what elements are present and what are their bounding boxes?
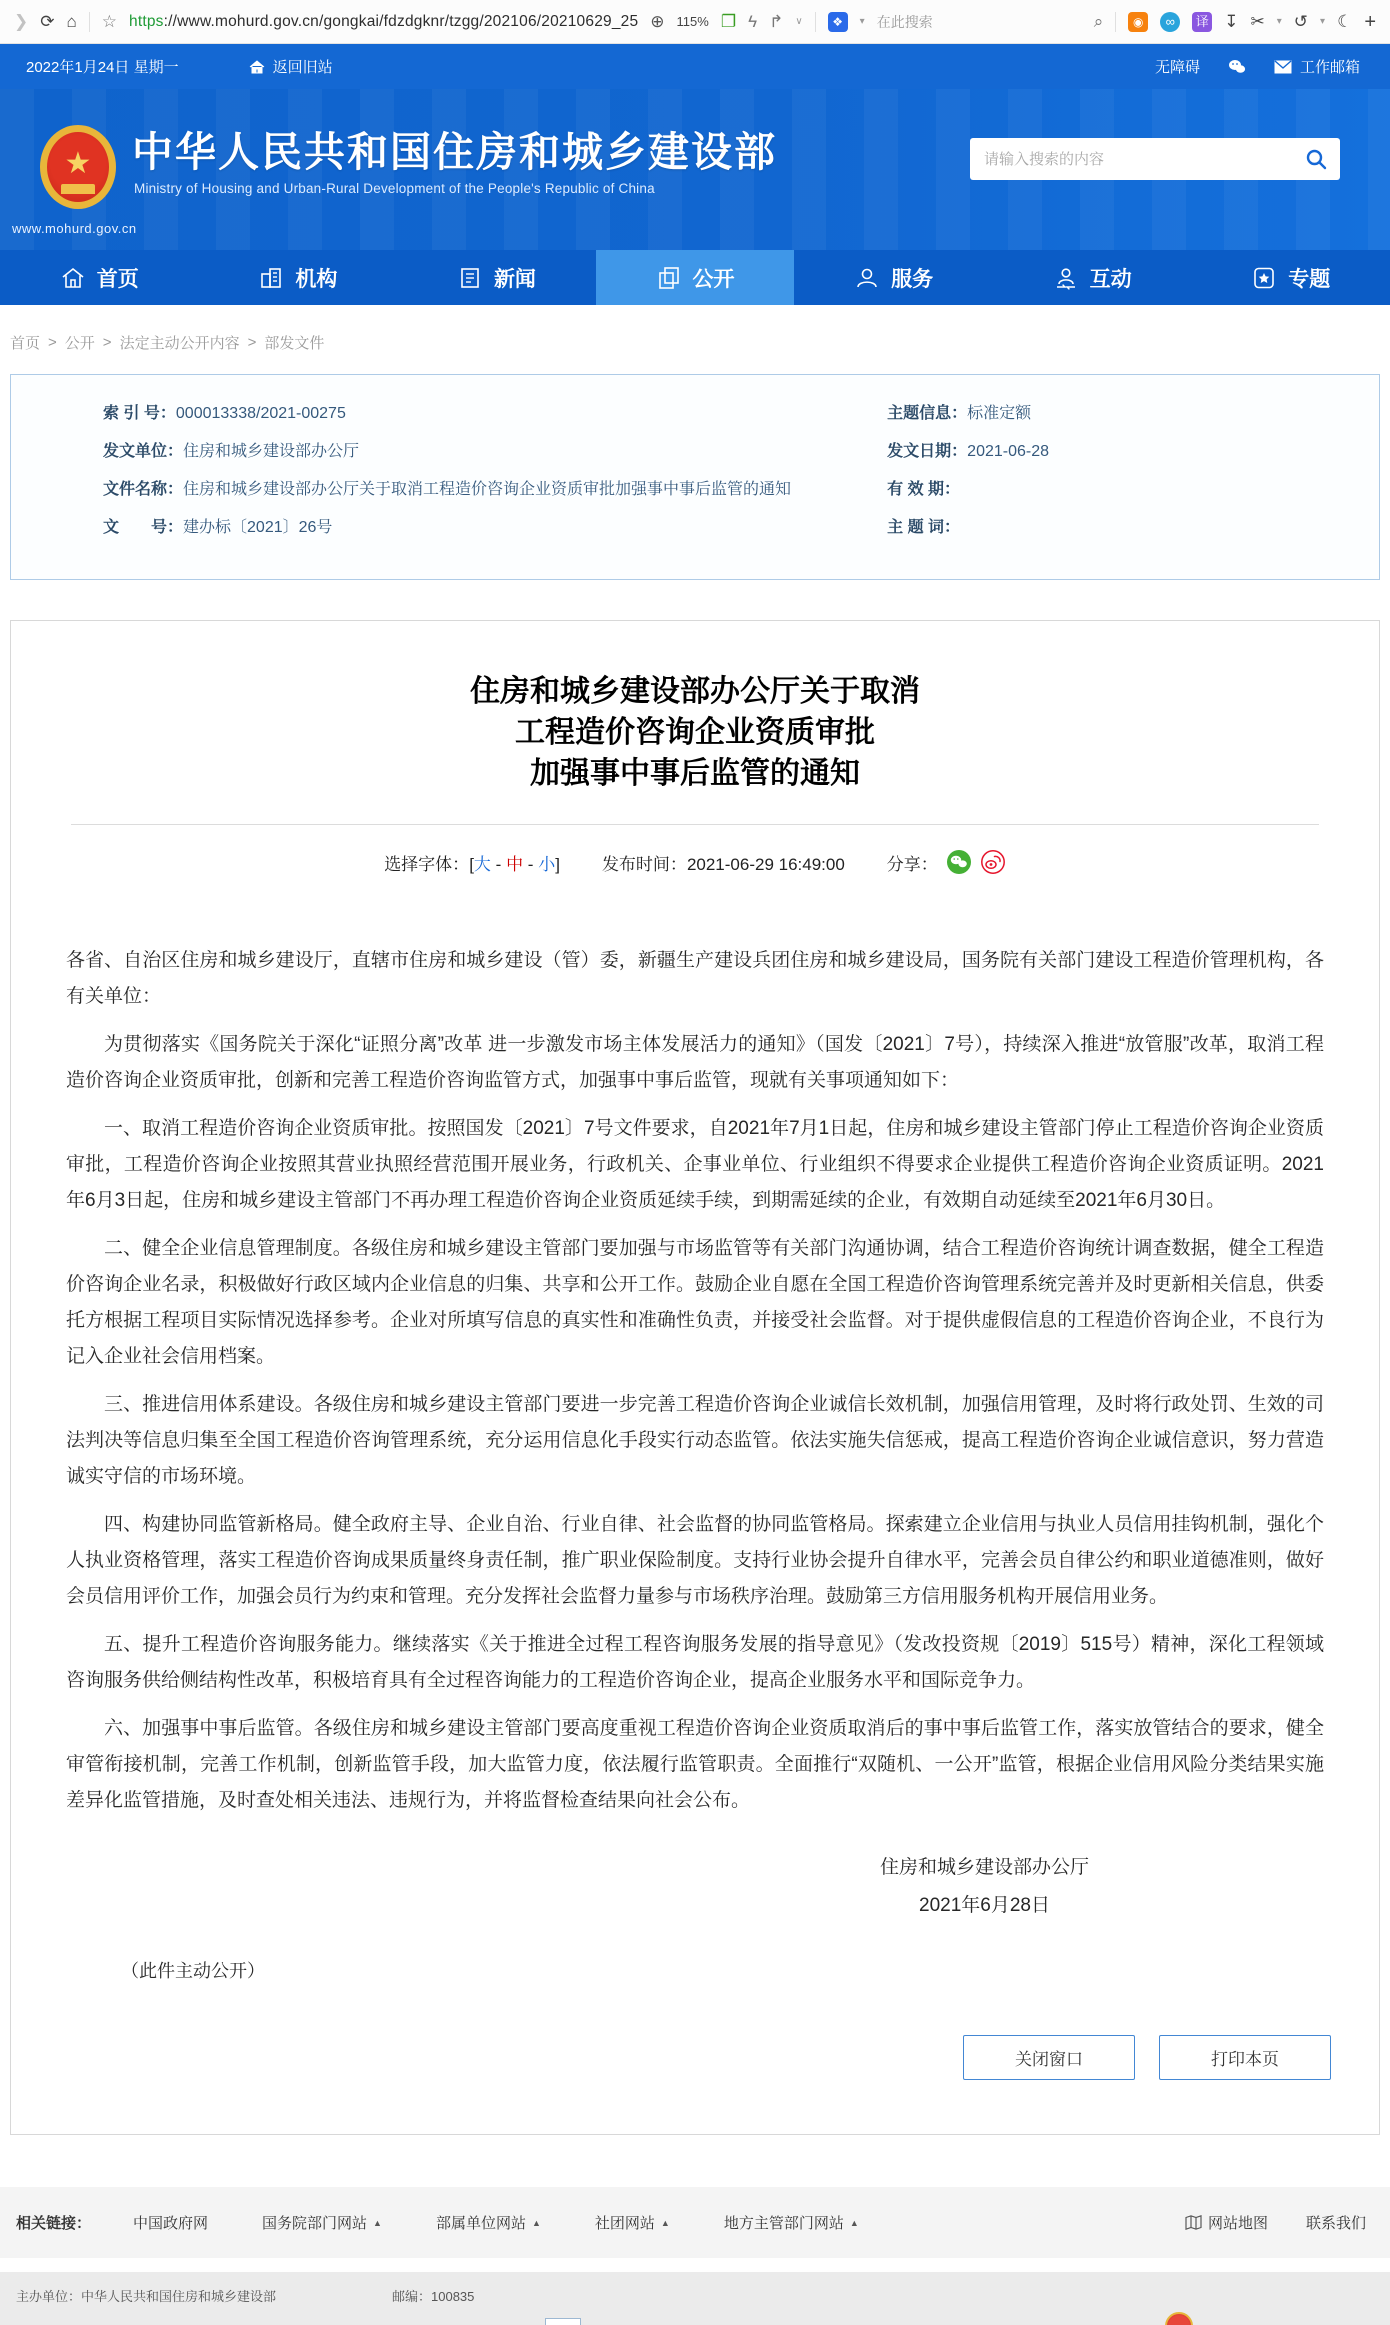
meta-label: 文件名称： [103,481,184,498]
meta-label: 发文单位： [103,443,184,460]
nav-item-topics[interactable] [1191,250,1390,305]
sitemap-link[interactable] [1185,2212,1268,2233]
meta-label: 发文日期： [887,443,968,460]
link-label: 地方主管部门网站 [723,2215,844,2232]
badge-fragment [545,2318,581,2325]
home-icon [60,265,86,291]
link-label: 社团网站 [594,2215,655,2232]
link-label: 国务院部门网站 [262,2215,368,2232]
nav-label: 新闻 [493,267,536,291]
title-divider [71,824,1319,825]
reader-book-icon[interactable]: ❐ [720,12,737,31]
breadcrumb-item-statutory[interactable]: 法定主动公开内容 [119,335,240,352]
zoom-icon[interactable]: ⊕ [650,12,665,31]
site-subtitle: Ministry of Housing and Urban-Rural Development of the People's Republic of China [134,181,655,196]
document-title [11,671,1379,794]
person-icon [854,265,880,291]
undo-dropdown-icon[interactable]: ▾ [1320,16,1326,27]
title-line: 住房和城乡建设部办公厅关于取消 [470,675,920,708]
dash: - [527,854,534,874]
national-emblem [40,125,116,209]
paragraph-item-4: 四、构建协同监管新格局。健全政府主导、企业自治、行业自律、社会监督的协同监管格局。探索建立企业信用与执业人员信用挂钩机制，强化个人执业资格管理，落实工程造价咨询成果质量终身责任制，推广职业保险制度。支持行业协会提升自律水平，完善会员自律公约和职业道德准则，做好会员信用评价工作，加强会员行为约束和管理。充分发挥社会监督力量参与市场秩序治理。鼓励第三方信用服务机构开展信用业务。 [66,1514,1324,1607]
share-label: 分享： [886,854,938,874]
nav-item-services[interactable] [794,250,993,305]
main-nav [0,250,1390,305]
document-body [11,943,1379,1819]
meta-file-name [103,471,859,509]
share-icon[interactable]: ↱ [769,12,784,31]
triangle-up-icon: ▲ [849,2218,859,2228]
person-arrows-icon [1053,265,1079,291]
address-bar[interactable] [129,13,638,31]
meta-issue-date [887,433,1379,471]
meta-value: 000013338/2021-00275 [175,405,346,422]
contact-us-link[interactable] [1306,2212,1366,2233]
meta-value: 住房和城乡建设部办公厅 [183,443,360,460]
print-page-button[interactable]: 打印本页 [1159,2035,1331,2080]
meta-label: 索 引 号： [103,405,176,422]
breadcrumb-item-documents[interactable]: 部发文件 [264,335,325,352]
publish-value: 2021-06-29 16:49:00 [686,854,845,874]
meta-issuing-unit [103,433,859,471]
search-icon[interactable]: ⌕ [1093,12,1104,31]
nav-label: 机构 [295,267,338,291]
triangle-up-icon: ▲ [531,2218,541,2228]
forward-icon[interactable]: ❯ [14,12,29,31]
link-local-authorities[interactable] [724,2212,859,2233]
meta-label: 主 题 词： [887,519,961,536]
zoom-level: 115% [676,14,709,29]
bracket: ] [555,854,560,874]
nav-label: 首页 [96,267,139,291]
breadcrumb-separator: > [48,334,57,351]
new-tab-icon[interactable]: + [1364,10,1376,33]
site-header [0,89,1390,250]
nav-label: 服务 [891,267,934,291]
paragraph-item-1: 一、取消工程造价咨询企业资质审批。按照国发〔2021〕7号文件要求，自2021年7月1日起，住房和城乡建设主管部门停止工程造价咨询企业资质审批，工程造价咨询企业按照其营业执照经营范围开展业务，行政机关、企事业单位、行业组织不得要求企业提供工程造价咨询企业资质证明。2021年6月3日起，住房和城乡建设主管部门不再办理工程造价咨询企业资质延续手续，到期需延续的企业，有效期自动延续至2021年6月30日。 [66,1118,1324,1211]
nav-label: 互动 [1089,267,1132,291]
meta-label: 主题信息： [887,405,968,422]
night-mode-icon[interactable]: ☾ [1337,12,1353,31]
meta-label: 文 号： [103,519,184,536]
sitemap-label: 网站地图 [1207,2215,1268,2232]
font-size-selector [384,850,560,875]
triangle-up-icon: ▲ [373,2218,382,2228]
nav-item-organization[interactable] [199,250,398,305]
paw-dropdown-icon[interactable]: ▾ [859,16,865,27]
url-text: ://www.mohurd.gov.cn/gongkai/fdzdgknr/tzgg/202106/20210629_25 [163,12,639,30]
wechat-icon[interactable] [1226,56,1248,78]
publish-time [602,850,845,875]
nav-label: 公开 [692,267,735,291]
paragraph-salutation: 各省、自治区住房和城乡建设厅，直辖市住房和城乡建设（管）委，新疆生产建设兵团住房和城乡建设局，国务院有关部门建设工程造价管理机构，各有关单位： [66,950,1324,1007]
nav-label: 专题 [1288,267,1331,291]
publish-label: 发布时间： [601,854,687,874]
mail-icon [1274,60,1292,74]
font-medium-button[interactable]: 中 [506,854,524,874]
bracket: [ [469,854,474,874]
browser-toolbar [0,0,1390,44]
download-icon[interactable]: ↧ [1224,12,1239,31]
red-emblem-badge [1165,2312,1193,2325]
emblem-gate-icon [61,184,95,194]
signature-block [880,1849,1089,1925]
meta-validity [887,471,1379,509]
action-buttons [11,2035,1331,2080]
nav-item-news[interactable] [397,250,596,305]
paragraph-item-6: 六、加强事中事后监管。各级住房和城乡建设主管部门要高度重视工程造价咨询企业资质取消后的事中事后监管工作，落实放管结合的要求，健全审管衔接机制，完善工作机制，创新监管手段，加大监管力度，依法履行监管职责。全面推行“双随机、一公开”监管，根据企业信用风险分类结果实施差异化监管措施，及时查处相关违法、违规行为，并将监督检查结果向社会公布。 [66,1718,1324,1811]
translate-icon[interactable]: 译 [1192,12,1212,32]
close-window-button[interactable]: 关闭窗口 [963,2035,1135,2080]
site-title: 中华人民共和国住房和城乡建设部 [132,129,777,175]
site-topbar [0,44,1390,89]
building-icon [258,265,284,291]
triangle-up-icon: ▲ [660,2218,670,2228]
home-icon[interactable]: ⌂ [66,12,77,31]
signature-unit: 住房和城乡建设部办公厅 [879,1857,1089,1878]
paragraph-intro: 为贯彻落实《国务院关于深化“证照分离”改革 进一步激发市场主体发展活力的通知》（国发〔2021〕7号），持续深入推进“放管服”改革，取消工程造价咨询企业资质审批，创新和完善工程造价咨询监管方式，加强事中事后监管，现就有关事项通知如下： [66,1034,1324,1091]
proactive-disclosure-note: （此件主动公开） [121,1961,265,1981]
site-domain: www.mohurd.gov.cn [12,221,137,236]
meta-value: 2021-06-28 [967,443,1050,460]
breadcrumb-item-home[interactable]: 首页 [10,335,41,352]
scissors-dropdown-icon[interactable]: ▾ [1276,16,1282,27]
games-icon[interactable]: ◉ [1128,12,1148,32]
meta-keywords [887,509,1379,547]
search-input[interactable] [982,150,1304,169]
toolbar-search-input[interactable]: 在此搜索 [876,13,933,30]
postcode-text: 邮编：100835 [392,2289,475,2304]
work-mail-label: 工作邮箱 [1299,59,1360,76]
news-icon [457,265,483,291]
emblem-star-icon: ★ [64,146,92,180]
contact-label: 联系我们 [1305,2215,1366,2232]
sitemap-icon [1185,2215,1202,2230]
meta-doc-number [103,509,859,547]
reload-icon[interactable]: ⟳ [40,12,55,31]
meta-value: 建办标〔2021〕26号 [183,519,333,536]
url-scheme: https [129,12,164,30]
toolbar-divider [1115,12,1116,32]
nav-item-home[interactable] [0,250,199,305]
paragraph-item-5: 五、提升工程造价咨询服务能力。继续落实《关于推进全过程工程咨询服务发展的指导意见》（发改投资规〔2019〕515号）精神，深化工程领域咨询服务供给侧结构性改革，积极培育具有全过程咨询能力的工程造价咨询企业，提高企业服务水平和国际竞争力。 [66,1634,1324,1691]
history-undo-icon[interactable]: ↺ [1293,12,1309,31]
nav-item-interaction[interactable] [993,250,1192,305]
accessibility-link[interactable]: 无障碍 [1154,59,1200,76]
paragraph-item-3: 三、推进信用体系建设。各级住房和城乡建设主管部门要进一步完善工程造价咨询企业诚信长效机制，加强信用管理，及时将行政处罚、生效的司法判决等信息归集至全国工程造价咨询管理系统，充分运用信息化手段实行动态监管。依法实施失信惩戒，提高工程造价咨询企业诚信意识，努力营造诚实守信的市场环境。 [66,1394,1324,1487]
documents-icon [656,265,682,291]
link-state-council-depts[interactable] [262,2212,382,2233]
document-meta-box [10,374,1380,580]
current-date: 2022年1月24日 星期一 [26,59,179,76]
home-icon [249,59,265,75]
organizer-text: 主办单位：中华人民共和国住房和城乡建设部 [16,2289,277,2304]
search-icon[interactable] [1304,147,1328,171]
chevron-down-icon[interactable]: ∨ [795,16,803,27]
flash-icon[interactable]: ϟ [748,12,758,31]
toolbar-divider [815,12,816,32]
meta-value: 住房和城乡建设部办公厅关于取消工程造价咨询企业资质审批加强事中事后监管的通知 [183,481,792,498]
meta-topic-info [887,395,1379,433]
link-label: 中国政府网 [133,2215,209,2232]
title-line: 加强事中事后监管的通知 [530,757,860,790]
paragraph-item-2: 二、健全企业信息管理制度。各级住房和城乡建设主管部门要加强与市场监管等有关部门沟通协调，结合工程造价咨询统计调查数据，健全工程造价咨询企业名录，积极做好行政区域内企业信息的归集、共享和公开工作。鼓励企业自愿在全国工程造价咨询管理系统完善并及时更新相关信息，供委托方根据工程项目实际情况选择参考。企业对所填写信息的真实性和准确性负责，并接受社会监督。对于提供虚假信息的工程造价咨询企业，不良行为记入企业社会信用档案。 [66,1238,1324,1367]
signature-date: 2021年6月28日 [919,1895,1050,1916]
font-selector-label: 选择字体： [384,854,470,874]
return-old-site-link[interactable] [249,56,333,77]
return-old-site-label: 返回旧站 [272,59,333,76]
extension-infinity-icon[interactable]: ∞ [1160,12,1180,32]
article-panel [10,620,1380,2135]
link-gov-cn[interactable] [133,2212,208,2233]
breadcrumb-item-open[interactable]: 公开 [64,335,95,352]
breadcrumb-separator: > [247,334,257,351]
related-links-bar [0,2187,1390,2258]
star-badge-icon [1251,265,1277,291]
nav-item-open-gov[interactable] [596,250,795,305]
breadcrumb-separator: > [102,334,112,351]
screenshot-scissors-icon[interactable]: ✂ [1250,12,1265,31]
share-wechat-icon[interactable] [946,849,972,875]
meta-index-number [103,395,859,433]
meta-label: 有 效 期： [887,481,961,498]
article-toolbar [11,849,1379,875]
font-small-button[interactable]: 小 [538,854,556,874]
share-controls [887,849,1006,875]
toolbar-divider [89,12,90,32]
meta-value: 标准定额 [967,405,1032,422]
font-large-button[interactable]: 大 [473,854,491,874]
dash: - [495,854,502,874]
link-label: 部属单位网站 [435,2215,526,2232]
link-subordinate-units[interactable] [436,2212,541,2233]
sogou-paw-icon[interactable]: ❖ [828,12,848,32]
link-associations[interactable] [595,2212,670,2233]
related-links-label: 相关链接： [16,2215,92,2232]
bookmark-star-icon[interactable]: ☆ [101,12,118,31]
work-mail-link[interactable] [1274,56,1360,77]
breadcrumb [0,305,1390,374]
title-line: 工程造价咨询企业资质审批 [515,716,875,749]
bottom-footer [0,2272,1390,2325]
site-search-box[interactable] [970,138,1340,180]
share-weibo-icon[interactable] [980,849,1006,875]
